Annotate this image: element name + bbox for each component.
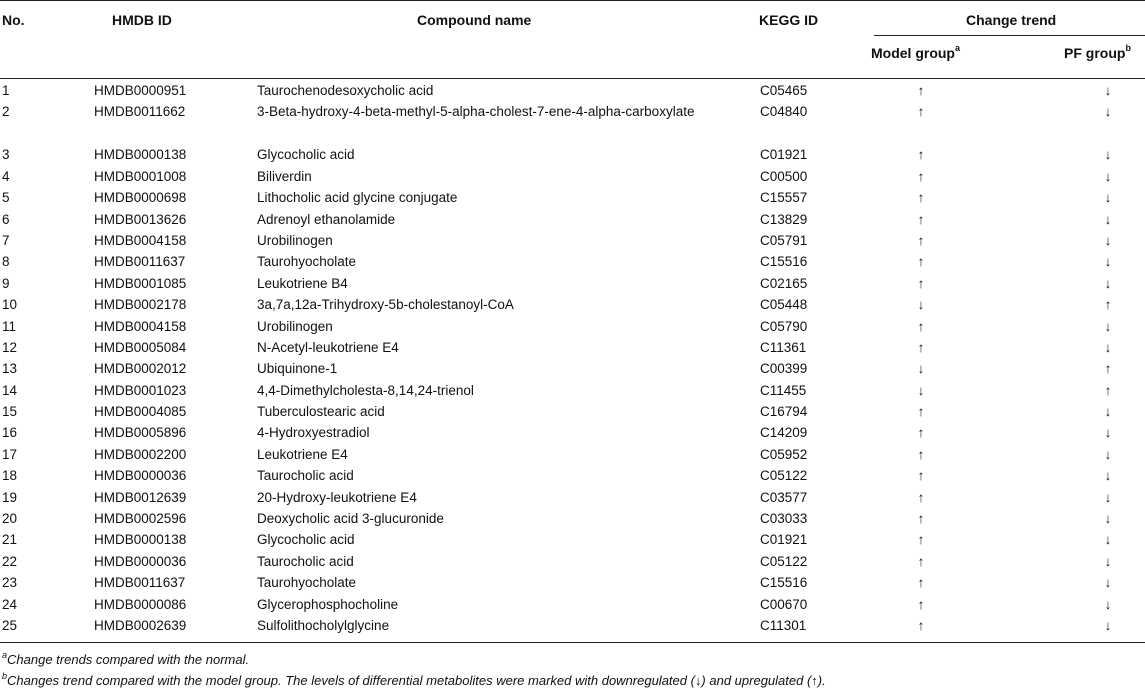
model-trend-cell: ↑ (917, 617, 925, 633)
compound-name-cell: Urobilinogen (257, 232, 333, 248)
table-row (0, 316, 1145, 337)
table-row (0, 380, 1145, 401)
hmdb-id-cell: HMDB0004158 (94, 318, 187, 334)
model-trend-cell: ↓ (917, 382, 925, 398)
pf-trend-cell: ↓ (1104, 596, 1112, 612)
header-change-trend: Change trend (966, 12, 1057, 28)
pf-trend-cell: ↓ (1104, 553, 1112, 569)
change-trend-rule (874, 35, 1145, 36)
footnote-b-marker: b (2, 670, 8, 681)
compound-name-cell: 3-Beta-hydroxy-4-beta-methyl-5-alpha-cholest-7-ene-4-alpha-carboxylate (257, 104, 695, 120)
compound-name-cell: Taurohyocholate (257, 575, 357, 591)
row-number: 5 (2, 190, 10, 206)
model-trend-cell: ↑ (917, 83, 925, 98)
hmdb-id-cell: HMDB0001085 (94, 275, 187, 291)
kegg-id-cell: C05448 (760, 297, 808, 313)
pf-trend-cell: ↑ (1104, 361, 1112, 377)
kegg-id-cell: C16794 (760, 404, 808, 420)
table-row (0, 508, 1145, 529)
row-number: 10 (2, 297, 18, 313)
table-row (0, 273, 1145, 294)
hmdb-id-cell: HMDB0000138 (94, 532, 187, 548)
model-trend-cell: ↓ (917, 297, 925, 313)
table-top-rule (0, 0, 1145, 1)
model-group-footnote-marker: a (955, 43, 961, 54)
pf-trend-cell: ↓ (1104, 190, 1112, 206)
compound-name-cell: Taurochenodesoxycholic acid (257, 83, 434, 98)
hmdb-id-cell: HMDB0005896 (94, 425, 187, 441)
model-trend-cell: ↑ (917, 211, 925, 227)
kegg-id-cell: C02165 (760, 275, 808, 291)
table-row (0, 337, 1145, 358)
table-row (0, 209, 1145, 230)
hmdb-id-cell: HMDB0002200 (94, 446, 187, 462)
pf-group-footnote-marker: b (1125, 43, 1131, 54)
kegg-id-cell: C11361 (760, 339, 807, 355)
header-kegg-id: KEGG ID (759, 12, 819, 28)
model-trend-cell: ↑ (917, 275, 925, 291)
footnote-b-text: Changes trend compared with the model group. The levels of differential metabolites were marked with downregulated (↓) and upregulated (↑). (7, 673, 826, 688)
pf-trend-cell: ↓ (1104, 275, 1112, 291)
table-row (0, 444, 1145, 465)
footnote-a (2, 649, 250, 668)
table-bottom-rule (0, 642, 1145, 643)
row-number: 16 (2, 425, 18, 441)
hmdb-id-cell: HMDB0002178 (94, 297, 187, 313)
kegg-id-cell: C15516 (760, 575, 808, 591)
kegg-id-cell: C15557 (760, 190, 808, 206)
kegg-id-cell: C11301 (760, 617, 807, 633)
hmdb-id-cell: HMDB0000138 (94, 147, 187, 163)
kegg-id-cell: C00399 (760, 361, 808, 377)
kegg-id-cell: C01921 (760, 147, 808, 163)
hmdb-id-cell: HMDB0011637 (94, 575, 186, 591)
compound-name-cell: Sulfolithocholylglycine (257, 617, 390, 633)
table-row (0, 251, 1145, 272)
compound-name-cell: Tuberculostearic acid (257, 404, 385, 420)
pf-trend-cell: ↑ (1104, 297, 1112, 313)
row-number: 21 (2, 532, 18, 548)
table-row (0, 101, 1145, 144)
hmdb-id-cell: HMDB0002012 (94, 361, 187, 377)
model-trend-cell: ↑ (917, 339, 925, 355)
hmdb-id-cell: HMDB0012639 (94, 489, 187, 505)
model-trend-cell: ↑ (917, 147, 925, 163)
compound-name-cell: Leukotriene B4 (257, 275, 348, 291)
row-number: 12 (2, 339, 18, 355)
row-number: 6 (2, 211, 10, 227)
hmdb-id-cell: HMDB0001023 (94, 382, 187, 398)
table-row (0, 166, 1145, 187)
kegg-id-cell: C11455 (760, 382, 807, 398)
compound-name-cell: 4-Hydroxyestradiol (257, 425, 370, 441)
model-group-label: Model group (871, 45, 955, 61)
model-trend-cell: ↓ (917, 361, 925, 377)
table-row (0, 144, 1145, 165)
kegg-id-cell: C05122 (760, 468, 808, 484)
kegg-id-cell: C03577 (760, 489, 808, 505)
kegg-id-cell: C05790 (760, 318, 808, 334)
hmdb-id-cell: HMDB0000951 (94, 83, 187, 98)
row-number: 15 (2, 404, 18, 420)
row-number: 3 (2, 147, 10, 163)
compound-name-cell: 20-Hydroxy-leukotriene E4 (257, 489, 417, 505)
row-number: 8 (2, 254, 10, 270)
pf-trend-cell: ↓ (1104, 104, 1112, 120)
compound-name-cell: Adrenoyl ethanolamide (257, 211, 396, 227)
model-trend-cell: ↑ (917, 254, 925, 270)
compound-name-cell: Taurocholic acid (257, 553, 354, 569)
row-number: 1 (2, 83, 10, 98)
hmdb-id-cell: HMDB0000036 (94, 468, 187, 484)
pf-trend-cell: ↓ (1104, 468, 1112, 484)
header-model-group (871, 45, 960, 61)
compound-name-cell: Taurocholic acid (257, 468, 354, 484)
pf-trend-cell: ↓ (1104, 511, 1112, 527)
table-row (0, 230, 1145, 251)
header-pf-group (1064, 45, 1131, 61)
table-row (0, 422, 1145, 443)
pf-trend-cell: ↓ (1104, 232, 1112, 248)
row-number: 14 (2, 382, 18, 398)
table-row (0, 572, 1145, 593)
row-number: 22 (2, 553, 18, 569)
table-row (0, 80, 1145, 101)
hmdb-id-cell: HMDB0005084 (94, 339, 187, 355)
compound-name-cell: N-Acetyl-leukotriene E4 (257, 339, 399, 355)
kegg-id-cell: C01921 (760, 532, 808, 548)
table-row (0, 615, 1145, 636)
pf-trend-cell: ↓ (1104, 254, 1112, 270)
model-trend-cell: ↑ (917, 232, 925, 248)
compound-name-cell: 3a,7a,12a-Trihydroxy-5b-cholestanoyl-CoA (257, 297, 514, 313)
pf-trend-cell: ↓ (1104, 211, 1112, 227)
kegg-id-cell: C04840 (760, 104, 808, 120)
pf-trend-cell: ↓ (1104, 489, 1112, 505)
model-trend-cell: ↑ (917, 446, 925, 462)
kegg-id-cell: C15516 (760, 254, 808, 270)
table-row (0, 358, 1145, 379)
pf-trend-cell: ↓ (1104, 617, 1112, 633)
row-number: 25 (2, 617, 18, 633)
row-number: 9 (2, 275, 10, 291)
kegg-id-cell: C05465 (760, 83, 808, 98)
model-trend-cell: ↑ (917, 575, 925, 591)
compound-name-cell: Ubiquinone-1 (257, 361, 338, 377)
model-trend-cell: ↑ (917, 468, 925, 484)
row-number: 4 (2, 168, 10, 184)
pf-trend-cell: ↓ (1104, 168, 1112, 184)
compound-name-cell: Deoxycholic acid 3-glucuronide (257, 511, 444, 527)
table-row (0, 401, 1145, 422)
table-row (0, 187, 1145, 208)
model-trend-cell: ↑ (917, 511, 925, 527)
pf-trend-cell: ↓ (1104, 446, 1112, 462)
model-trend-cell: ↑ (917, 489, 925, 505)
table-row (0, 594, 1145, 615)
row-number: 18 (2, 468, 18, 484)
compound-name-cell: Urobilinogen (257, 318, 333, 334)
kegg-id-cell: C00500 (760, 168, 808, 184)
pf-trend-cell: ↓ (1104, 318, 1112, 334)
model-trend-cell: ↑ (917, 104, 925, 120)
hmdb-id-cell: HMDB0000698 (94, 190, 187, 206)
row-number: 13 (2, 361, 18, 377)
hmdb-id-cell: HMDB0004158 (94, 232, 187, 248)
row-number: 20 (2, 511, 18, 527)
kegg-id-cell: C14209 (760, 425, 808, 441)
row-number: 7 (2, 232, 10, 248)
header-no: No. (2, 12, 25, 28)
kegg-id-cell: C03033 (760, 511, 808, 527)
model-trend-cell: ↑ (917, 596, 925, 612)
pf-trend-cell: ↓ (1104, 575, 1112, 591)
compound-name-cell: Biliverdin (257, 168, 312, 184)
hmdb-id-cell: HMDB0011662 (94, 104, 186, 120)
model-trend-cell: ↑ (917, 318, 925, 334)
compound-name-cell: Glycocholic acid (257, 532, 355, 548)
model-trend-cell: ↑ (917, 190, 925, 206)
table-body (0, 80, 1145, 636)
table-row (0, 551, 1145, 572)
table-row (0, 487, 1145, 508)
row-number: 2 (2, 104, 10, 120)
pf-trend-cell: ↓ (1104, 147, 1112, 163)
pf-trend-cell: ↑ (1104, 382, 1112, 398)
header-compound-name: Compound name (417, 12, 532, 28)
pf-group-label: PF group (1064, 45, 1126, 61)
hmdb-id-cell: HMDB0013626 (94, 211, 187, 227)
model-trend-cell: ↑ (917, 168, 925, 184)
row-number: 19 (2, 489, 18, 505)
hmdb-id-cell: HMDB0000036 (94, 553, 187, 569)
kegg-id-cell: C00670 (760, 596, 808, 612)
header-bottom-rule (0, 78, 1145, 79)
hmdb-id-cell: HMDB0004085 (94, 404, 187, 420)
footnote-a-marker: a (2, 649, 8, 660)
compound-name-cell: Glycerophosphocholine (257, 596, 399, 612)
compound-name-cell: Leukotriene E4 (257, 446, 348, 462)
compound-name-cell: Taurohyocholate (257, 254, 357, 270)
hmdb-id-cell: HMDB0000086 (94, 596, 187, 612)
header-hmdb-id: HMDB ID (112, 12, 172, 28)
pf-trend-cell: ↓ (1104, 339, 1112, 355)
hmdb-id-cell: HMDB0002639 (94, 617, 187, 633)
pf-trend-cell: ↓ (1104, 532, 1112, 548)
model-trend-cell: ↑ (917, 425, 925, 441)
compound-name-cell: Glycocholic acid (257, 147, 355, 163)
row-number: 11 (2, 318, 17, 334)
kegg-id-cell: C13829 (760, 211, 808, 227)
kegg-id-cell: C05791 (760, 232, 808, 248)
table-row (0, 465, 1145, 486)
hmdb-id-cell: HMDB0011637 (94, 254, 186, 270)
hmdb-id-cell: HMDB0001008 (94, 168, 187, 184)
row-number: 24 (2, 596, 18, 612)
model-trend-cell: ↑ (917, 532, 925, 548)
compound-name-cell: Lithocholic acid glycine conjugate (257, 190, 458, 206)
kegg-id-cell: C05122 (760, 553, 808, 569)
hmdb-id-cell: HMDB0002596 (94, 511, 187, 527)
pf-trend-cell: ↓ (1104, 425, 1112, 441)
pf-trend-cell: ↓ (1104, 83, 1112, 98)
table-row (0, 529, 1145, 550)
kegg-id-cell: C05952 (760, 446, 808, 462)
footnote-b (2, 670, 826, 689)
model-trend-cell: ↑ (917, 404, 925, 420)
table-row (0, 294, 1145, 315)
row-number: 17 (2, 446, 18, 462)
model-trend-cell: ↑ (917, 553, 925, 569)
footnote-a-text: Change trends compared with the normal. (7, 652, 250, 667)
row-number: 23 (2, 575, 18, 591)
pf-trend-cell: ↓ (1104, 404, 1112, 420)
compound-name-cell: 4,4-Dimethylcholesta-8,14,24-trienol (257, 382, 474, 398)
